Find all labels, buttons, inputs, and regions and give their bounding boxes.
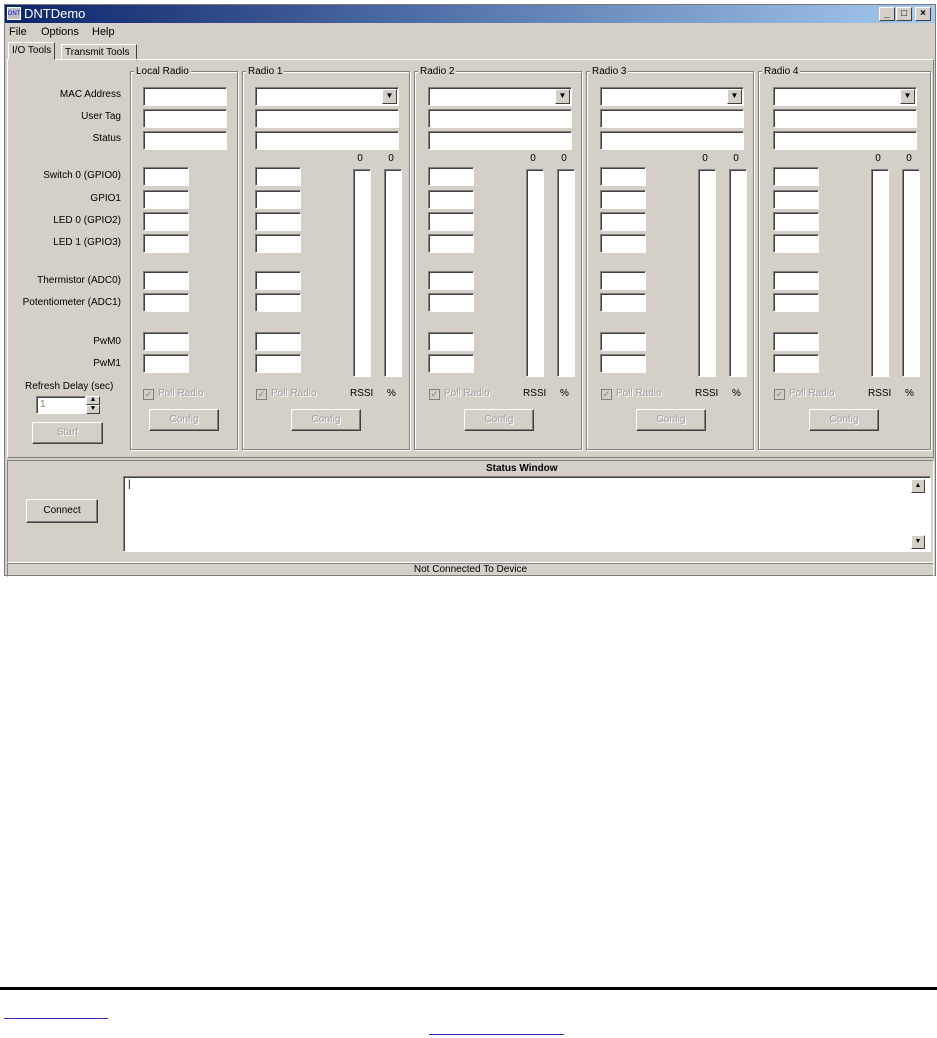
connect-button[interactable]: Connect xyxy=(26,499,98,523)
mac-address-label: MAC Address xyxy=(59,89,121,100)
local-thermistor-field xyxy=(143,271,189,290)
radio-3-title: Radio 3 xyxy=(592,66,627,77)
radio-2-gpio1-field xyxy=(428,190,474,209)
radio-1-pct-value: 0 xyxy=(388,153,394,164)
local-led0-field[interactable] xyxy=(143,212,189,231)
radio-3-gpio1-field xyxy=(600,190,646,209)
local-radio-title: Local Radio xyxy=(136,66,189,77)
radio-4-led1-field[interactable] xyxy=(773,234,819,253)
radio-4-rssi-bar xyxy=(871,169,889,377)
local-user-tag-field[interactable] xyxy=(143,109,227,128)
radio-1-rssi-value: 0 xyxy=(357,153,363,164)
radio-2-config-button[interactable]: Config xyxy=(464,409,534,431)
tab-io-tools[interactable]: I/O Tools xyxy=(8,42,55,60)
radio-1-title: Radio 1 xyxy=(248,66,283,77)
chevron-down-icon[interactable]: ▼ xyxy=(727,89,742,104)
radio-4-status-field xyxy=(773,131,917,150)
status-window-title: Status Window xyxy=(486,463,558,474)
radio-4-title: Radio 4 xyxy=(764,66,799,77)
local-poll-label: Poll Radio xyxy=(158,388,204,399)
radio-4-switch0-field xyxy=(773,167,819,186)
pwm1-label: PwM1 xyxy=(93,358,121,369)
chevron-down-icon[interactable]: ▼ xyxy=(382,89,397,104)
spin-up-button[interactable]: ▲ xyxy=(86,396,100,405)
potentiometer-label: Potentiometer (ADC1) xyxy=(22,297,121,308)
radio-2-led1-field[interactable] xyxy=(428,234,474,253)
radio-1-pwm1-field[interactable] xyxy=(255,354,301,373)
radio-2-switch0-field xyxy=(428,167,474,186)
local-pwm1-field[interactable] xyxy=(143,354,189,373)
radio-1-rssi-bar xyxy=(353,169,371,377)
radio-3-led1-field[interactable] xyxy=(600,234,646,253)
radio-1-led1-field[interactable] xyxy=(255,234,301,253)
close-button[interactable]: × xyxy=(915,7,931,21)
footer-link-underline-center xyxy=(429,1034,564,1035)
scroll-down-button[interactable]: ▼ xyxy=(911,535,925,549)
radio-2-user-tag-field[interactable] xyxy=(428,109,572,128)
radio-2-pct-bar xyxy=(557,169,575,377)
radio-1-config-button[interactable]: Config xyxy=(291,409,361,431)
page-rule xyxy=(0,987,937,990)
radio-2-poll-label: Poll Radio xyxy=(444,388,490,399)
radio-4-gpio1-field xyxy=(773,190,819,209)
radio-1-thermistor-field xyxy=(255,271,301,290)
radio-3-rssi-bar xyxy=(698,169,716,377)
radio-2-pwm0-field[interactable] xyxy=(428,332,474,351)
radio-1-rssi-label: RSSI xyxy=(350,388,374,399)
status-label: Status xyxy=(92,133,121,144)
radio-2-mac-combo[interactable] xyxy=(428,87,572,106)
radio-4-poll-label: Poll Radio xyxy=(789,388,835,399)
radio-2-led0-field[interactable] xyxy=(428,212,474,231)
radio-3-pwm0-field[interactable] xyxy=(600,332,646,351)
radio-4-pwm1-field[interactable] xyxy=(773,354,819,373)
radio-3-pwm1-field[interactable] xyxy=(600,354,646,373)
radio-2-pwm1-field[interactable] xyxy=(428,354,474,373)
radio-1-led0-field[interactable] xyxy=(255,212,301,231)
radio-4-pwm0-field[interactable] xyxy=(773,332,819,351)
pwm0-label: PwM0 xyxy=(93,336,121,347)
radio-3-rssi-value: 0 xyxy=(702,153,708,164)
radio-3-pct-value: 0 xyxy=(733,153,739,164)
radio-3-status-field xyxy=(600,131,744,150)
radio-1-pct-bar xyxy=(384,169,402,377)
menu-bar xyxy=(5,24,935,40)
radio-2-rssi-value: 0 xyxy=(530,153,536,164)
gpio1-label: GPIO1 xyxy=(90,193,121,204)
tab-transmit-tools[interactable]: Transmit Tools xyxy=(61,44,137,61)
radio-4-rssi-value: 0 xyxy=(875,153,881,164)
radio-3-thermistor-field xyxy=(600,271,646,290)
radio-1-poll-label: Poll Radio xyxy=(271,388,317,399)
radio-3-poll-checkbox[interactable]: ✓ xyxy=(602,389,611,399)
local-mac-field[interactable] xyxy=(143,87,227,106)
radio-4-config-button[interactable]: Config xyxy=(809,409,879,431)
radio-3-potentiometer-field xyxy=(600,293,646,312)
radio-2-status-field xyxy=(428,131,572,150)
radio-4-led0-field[interactable] xyxy=(773,212,819,231)
local-gpio1-field xyxy=(143,190,189,209)
local-status-field xyxy=(143,131,227,150)
chevron-down-icon[interactable]: ▼ xyxy=(555,89,570,104)
thermistor-label: Thermistor (ADC0) xyxy=(37,275,121,286)
led0-label: LED 0 (GPIO2) xyxy=(53,215,121,226)
user-tag-label: User Tag xyxy=(81,111,121,122)
radio-4-pct-bar xyxy=(902,169,920,377)
radio-2-title: Radio 2 xyxy=(420,66,455,77)
led1-label: LED 1 (GPIO3) xyxy=(53,237,121,248)
radio-3-rssi-label: RSSI xyxy=(695,388,719,399)
local-pwm0-field[interactable] xyxy=(143,332,189,351)
minimize-button[interactable]: _ xyxy=(879,7,895,21)
radio-3-led0-field[interactable] xyxy=(600,212,646,231)
local-potentiometer-field xyxy=(143,293,189,312)
menu-help[interactable]: Help xyxy=(92,26,115,38)
refresh-delay-label: Refresh Delay (sec) xyxy=(25,381,114,392)
local-led1-field[interactable] xyxy=(143,234,189,253)
radio-4-user-tag-field[interactable] xyxy=(773,109,917,128)
radio-2-pct-value: 0 xyxy=(561,153,567,164)
menu-options[interactable]: Options xyxy=(41,26,79,38)
radio-1-user-tag-field[interactable] xyxy=(255,109,399,128)
radio-3-switch0-field xyxy=(600,167,646,186)
radio-1-pct-label: % xyxy=(387,388,396,399)
radio-1-status-field xyxy=(255,131,399,150)
radio-4-mac-combo[interactable] xyxy=(773,87,917,106)
radio-4-potentiometer-field xyxy=(773,293,819,312)
radio-1-potentiometer-field xyxy=(255,293,301,312)
dntdemo-window xyxy=(4,4,936,576)
scroll-up-button[interactable]: ▲ xyxy=(911,479,925,493)
radio-4-rssi-label: RSSI xyxy=(868,388,892,399)
radio-3-pct-label: % xyxy=(732,388,741,399)
local-config-button[interactable]: Config xyxy=(149,409,219,431)
chevron-down-icon[interactable]: ▼ xyxy=(900,89,915,104)
radio-2-poll-checkbox[interactable]: ✓ xyxy=(430,389,439,399)
maximize-button[interactable]: □ xyxy=(896,7,912,21)
radio-4-poll-checkbox[interactable]: ✓ xyxy=(775,389,784,399)
radio-3-pct-bar xyxy=(729,169,747,377)
radio-3-poll-label: Poll Radio xyxy=(616,388,662,399)
window-title: DNTDemo xyxy=(24,6,86,21)
spin-down-button[interactable]: ▼ xyxy=(86,405,100,414)
title-bar xyxy=(5,5,935,23)
refresh-delay-input[interactable]: 1 xyxy=(36,396,86,414)
start-button[interactable]: Start xyxy=(32,422,103,444)
local-poll-checkbox[interactable]: ✓ xyxy=(144,389,153,399)
radio-3-mac-combo[interactable] xyxy=(600,87,744,106)
radio-2-potentiometer-field xyxy=(428,293,474,312)
radio-1-poll-checkbox[interactable]: ✓ xyxy=(257,389,266,399)
status-window-textarea[interactable]: | xyxy=(123,476,931,552)
radio-4-pct-value: 0 xyxy=(906,153,912,164)
radio-2-pct-label: % xyxy=(560,388,569,399)
status-bar: Not Connected To Device xyxy=(7,563,934,577)
radio-4-thermistor-field xyxy=(773,271,819,290)
app-icon: DNT xyxy=(7,7,21,20)
radio-2-rssi-label: RSSI xyxy=(523,388,547,399)
radio-1-gpio1-field xyxy=(255,190,301,209)
radio-2-thermistor-field xyxy=(428,271,474,290)
radio-1-pwm0-field[interactable] xyxy=(255,332,301,351)
switch0-label: Switch 0 (GPIO0) xyxy=(43,170,121,181)
radio-1-mac-combo[interactable] xyxy=(255,87,399,106)
footer-link-underline-left xyxy=(4,1018,108,1019)
radio-4-pct-label: % xyxy=(905,388,914,399)
menu-file[interactable]: File xyxy=(9,26,27,38)
radio-3-config-button[interactable]: Config xyxy=(636,409,706,431)
radio-3-user-tag-field[interactable] xyxy=(600,109,744,128)
radio-1-switch0-field xyxy=(255,167,301,186)
radio-2-rssi-bar xyxy=(526,169,544,377)
local-switch0-field xyxy=(143,167,189,186)
